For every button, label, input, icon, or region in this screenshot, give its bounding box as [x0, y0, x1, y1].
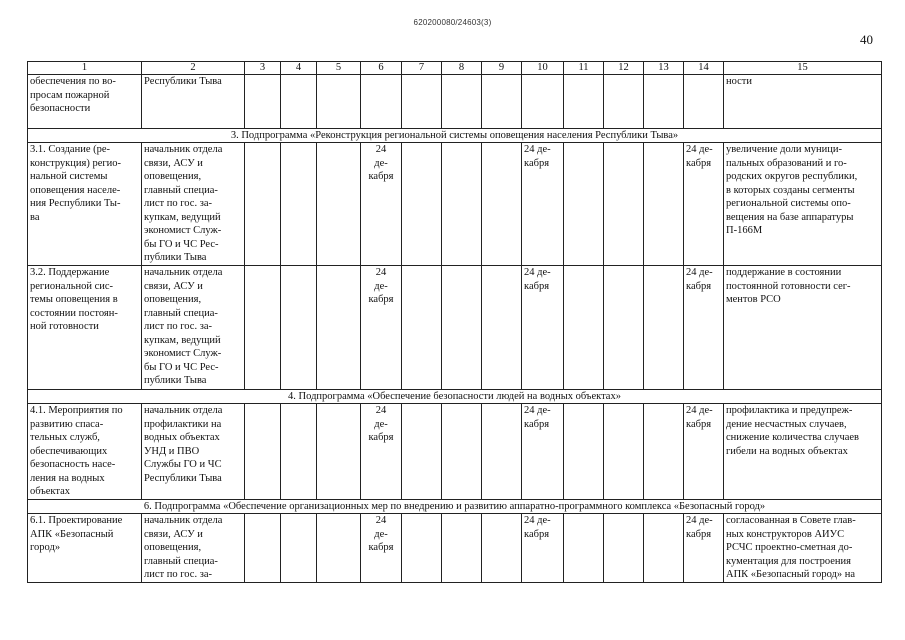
col-header: 15 [724, 62, 882, 75]
deadline-cell: 24 де- кабря [361, 143, 402, 266]
document-id: 620200080/24603(3) [413, 18, 492, 27]
deadline-cell: 24 де- кабря [522, 514, 564, 583]
col-header: 7 [402, 62, 442, 75]
deadline-cell: 24 де- кабря [684, 266, 724, 390]
col-header: 5 [317, 62, 361, 75]
subprogram-row [28, 390, 882, 404]
col-header: 1 [28, 62, 142, 75]
plan-table [27, 61, 882, 583]
result-cell: увеличение доли муници- пальных образований и го- родских округов республики, в которых созданы сегменты региональной системы опо- вещения на базе аппаратуры П-166М [724, 143, 882, 266]
table-row [28, 143, 882, 266]
col-header: 14 [684, 62, 724, 75]
table-row [28, 266, 882, 390]
table-row [28, 404, 882, 500]
col-header: 3 [245, 62, 281, 75]
col-header: 2 [142, 62, 245, 75]
measure-cell: 3.2. Поддержание региональной сис- темы оповещения в состоянии постоян- ной готовности [28, 266, 142, 390]
column-number-row [28, 62, 882, 75]
deadline-cell: 24 де- кабря [684, 404, 724, 500]
col-header: 13 [644, 62, 684, 75]
responsible-cell: начальник отдела связи, АСУ и оповещения, главный специа- лист по гос. за- купкам, ведущий экономист Служ- бы ГО и ЧС Рес- публики Тыва [142, 143, 245, 266]
measure-cell: 3.1. Создание (ре- конструкция) регио- нальной системы оповещения населе- ния Республики Ты- ва [28, 143, 142, 266]
result-cell: поддержание в состоянии постоянной готовности сег- ментов РСО [724, 266, 882, 390]
table-row [28, 75, 882, 129]
table-row [28, 514, 882, 583]
measure-cell: 6.1. Проектирование АПК «Безопасный город» [28, 514, 142, 583]
subprogram-row [28, 500, 882, 514]
deadline-cell: 24 де- кабря [361, 404, 402, 500]
col-header: 4 [281, 62, 317, 75]
page-number: 40 [860, 32, 873, 47]
col-header: 12 [604, 62, 644, 75]
deadline-cell: 24 де- кабря [522, 266, 564, 390]
col-header: 11 [564, 62, 604, 75]
result-cell: ности [724, 75, 882, 129]
responsible-cell: начальник отдела связи, АСУ и оповещения, главный специа- лист по гос. за- купкам, ведущий экономист Служ- бы ГО и ЧС Рес- публики Тыва [142, 266, 245, 390]
deadline-cell: 24 де- кабря [684, 143, 724, 266]
col-header: 8 [442, 62, 482, 75]
measure-cell: 4.1. Мероприятия по развитию спаса- тельных служб, обеспечивающих безопасность насе- ления на водных объектах [28, 404, 142, 500]
result-cell: профилактика и предупреж- дение несчастных случаев, снижение количества случаев гибели на водных объектах [724, 404, 882, 500]
responsible-cell: начальник отдела связи, АСУ и оповещения, главный специа- лист по гос. за- [142, 514, 245, 583]
deadline-cell: 24 де- кабря [684, 514, 724, 583]
measure-cell: обеспечения по во- просам пожарной безопасности [28, 75, 142, 129]
deadline-cell: 24 де- кабря [522, 404, 564, 500]
col-header: 6 [361, 62, 402, 75]
col-header: 10 [522, 62, 564, 75]
col-header: 9 [482, 62, 522, 75]
subprogram-title: 4. Подпрограмма «Обеспечение безопасности людей на водных объектах» [28, 390, 882, 404]
deadline-cell: 24 де- кабря [361, 514, 402, 583]
subprogram-title: 3. Подпрограмма «Реконструкция региональной системы оповещения населения Республики Тыва» [28, 129, 882, 143]
responsible-cell: начальник отдела профилактики на водных объектах УНД и ПВО Службы ГО и ЧС Республики Тыва [142, 404, 245, 500]
subprogram-title: 6. Подпрограмма «Обеспечение организационных мер по внедрению и развитию аппаратно-программного комплекса «Безопасный город» [28, 500, 882, 514]
deadline-cell: 24 де- кабря [361, 266, 402, 390]
deadline-cell: 24 де- кабря [522, 143, 564, 266]
subprogram-row [28, 129, 882, 143]
responsible-cell: Республики Тыва [142, 75, 245, 129]
result-cell: согласованная в Совете глав- ных конструкторов АИУС РСЧС проектно-сметная до- кументация для построения АПК «Безопасный город» на [724, 514, 882, 583]
